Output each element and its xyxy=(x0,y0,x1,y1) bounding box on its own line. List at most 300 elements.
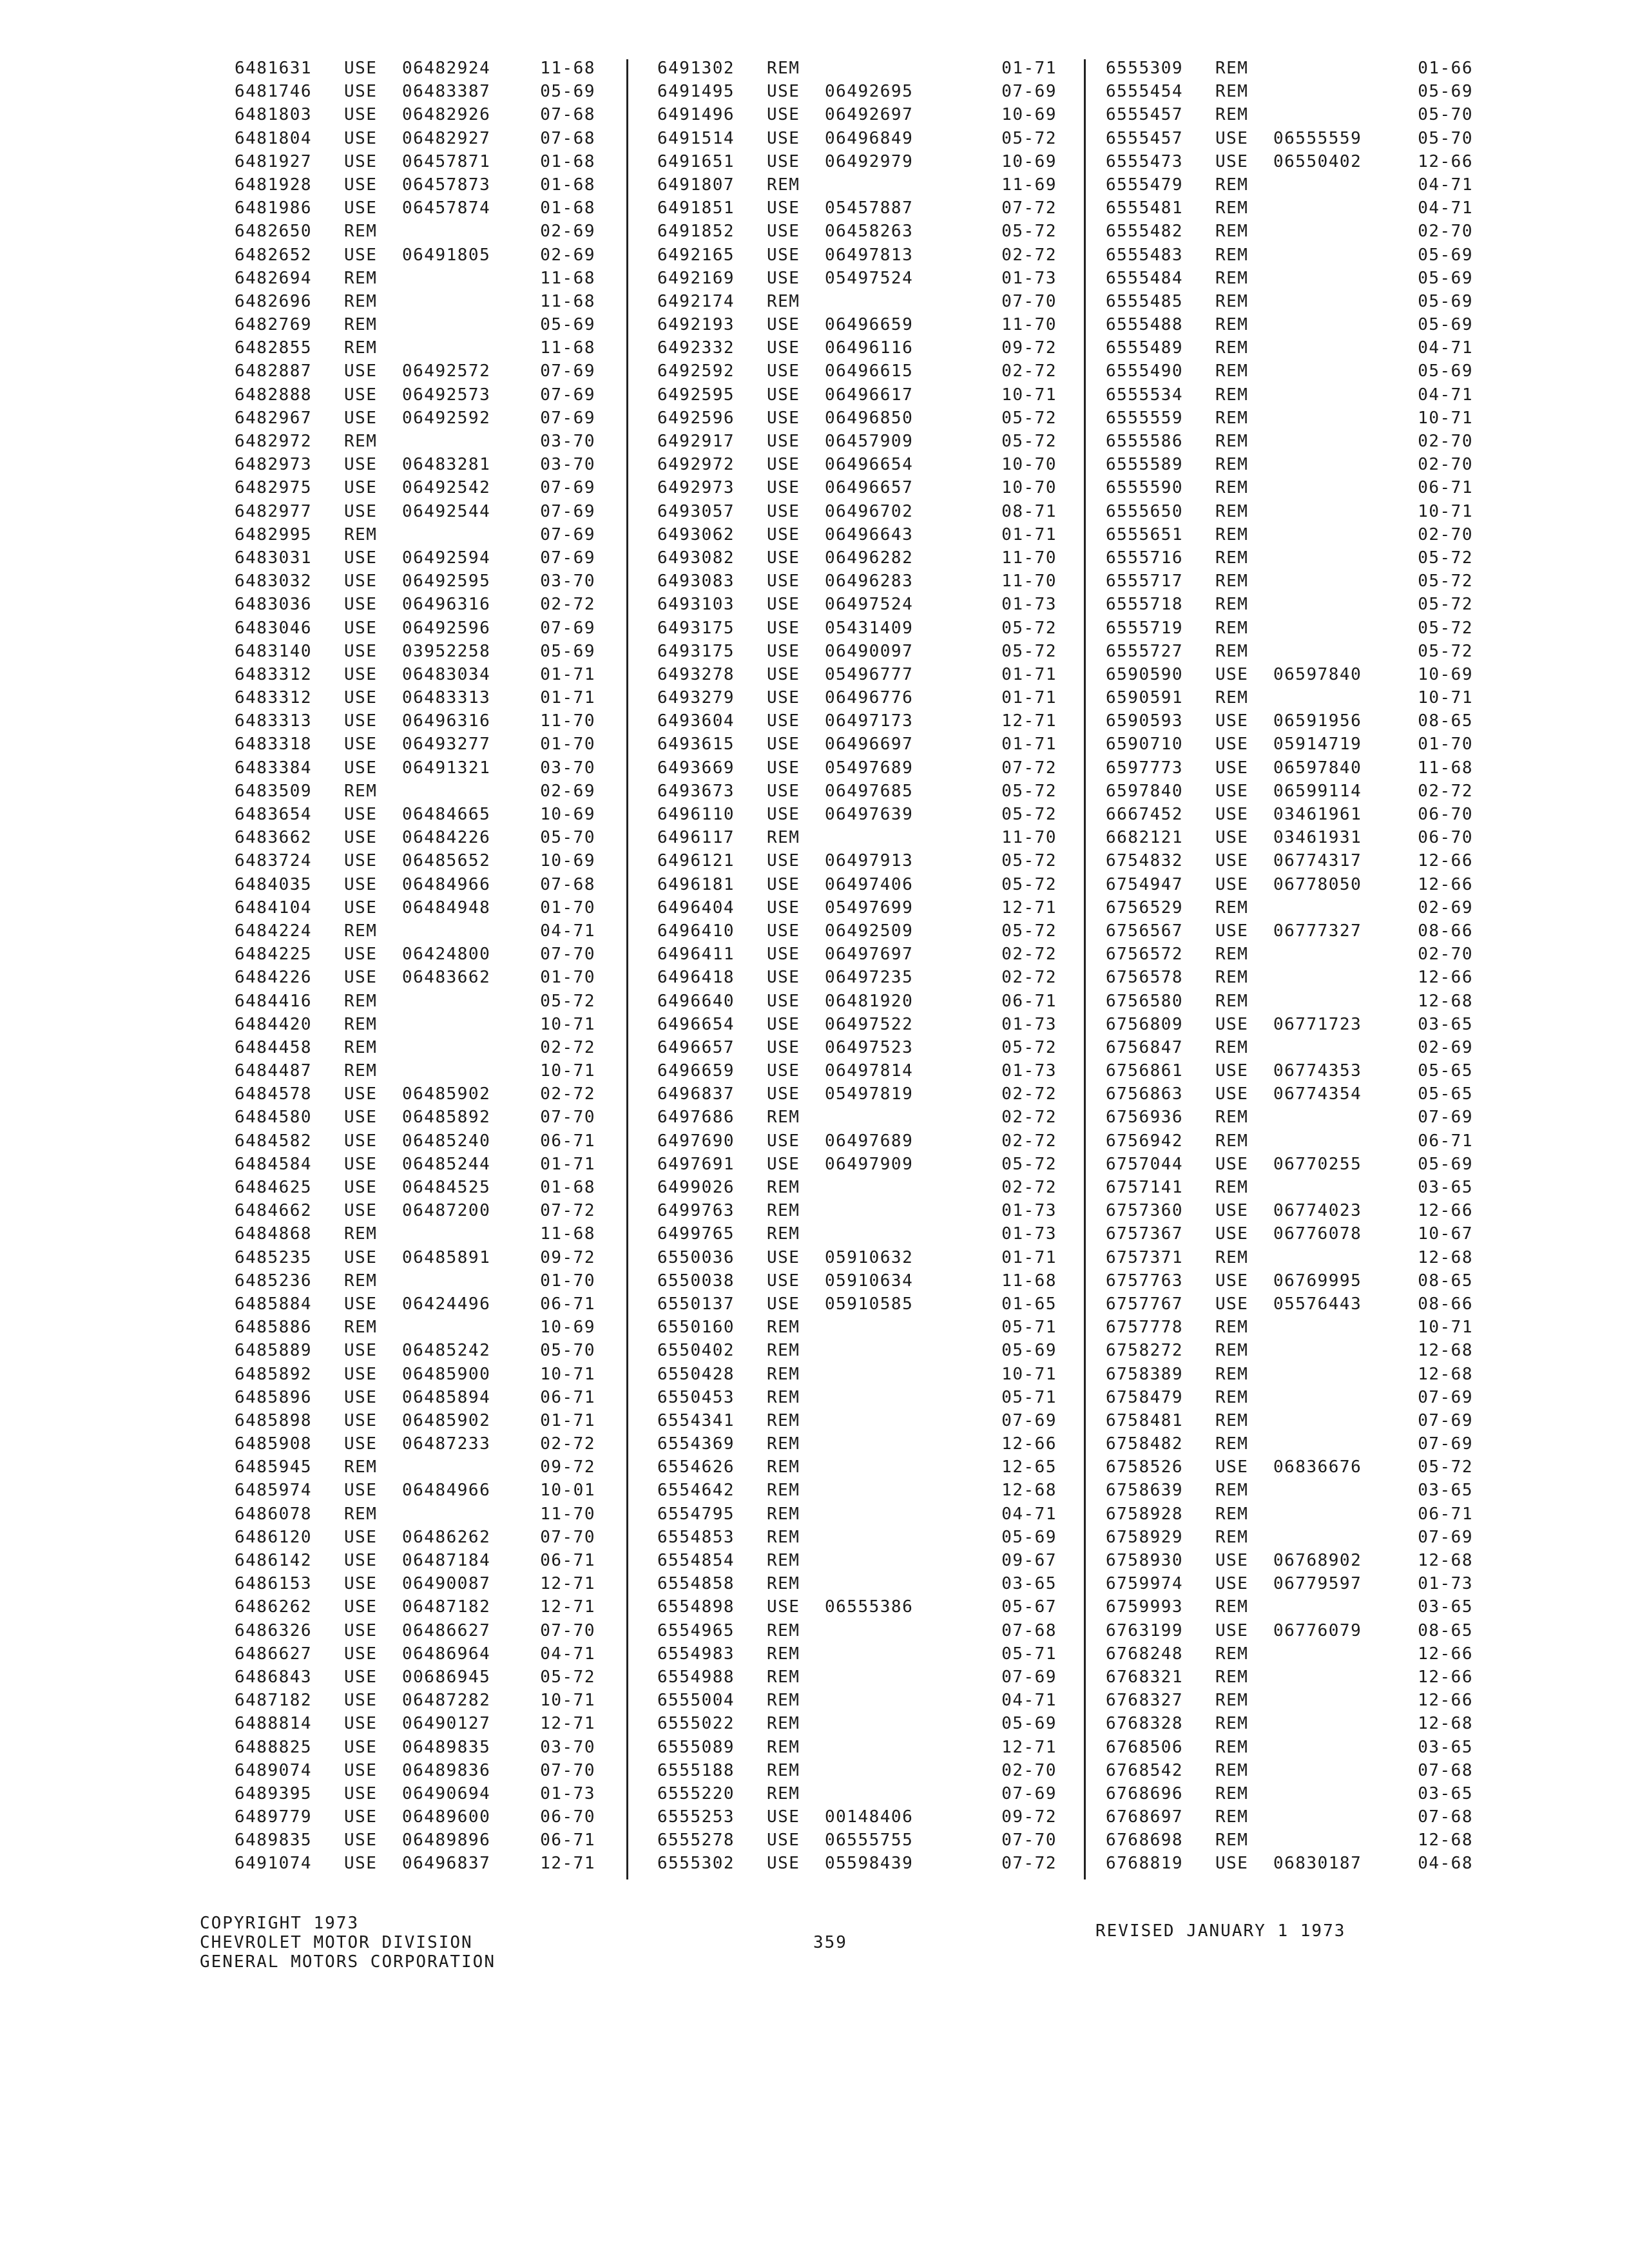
table-row xyxy=(1106,1316,1473,1339)
table-row xyxy=(235,1456,595,1479)
action-code: USE xyxy=(767,1084,800,1104)
replacement-part: 03952258 xyxy=(402,641,491,661)
action-code: REM xyxy=(1215,1341,1249,1361)
table-row xyxy=(235,546,595,570)
table-row xyxy=(235,1595,595,1619)
effective-date: 03-65 xyxy=(1418,1783,1473,1803)
replacement-part xyxy=(825,1456,957,1479)
replacement-part: 06496849 xyxy=(825,128,914,148)
table-row xyxy=(657,1736,1057,1759)
part-number: 6488825 xyxy=(235,1737,313,1757)
replacement-part: 06492509 xyxy=(825,921,914,941)
part-number: 6554853 xyxy=(657,1527,735,1547)
replacement-part: 06457873 xyxy=(402,175,491,195)
effective-date: 05-72 xyxy=(1001,432,1057,451)
table-row xyxy=(1106,663,1473,686)
part-number: 6756809 xyxy=(1106,1014,1184,1034)
effective-date: 10-71 xyxy=(540,1691,595,1711)
replacement-part: 06485902 xyxy=(402,1410,491,1430)
effective-date: 12-66 xyxy=(1418,151,1473,171)
effective-date: 05-71 xyxy=(1001,1387,1057,1407)
part-number: 6489074 xyxy=(235,1760,313,1780)
replacement-part xyxy=(1273,476,1405,499)
table-row xyxy=(1106,1689,1473,1712)
action-code: USE xyxy=(767,222,800,242)
replacement-part xyxy=(402,1503,534,1526)
action-code: USE xyxy=(344,805,378,824)
table-row xyxy=(1106,640,1473,663)
table-row xyxy=(1106,1222,1473,1245)
table-row xyxy=(657,990,1057,1013)
table-row xyxy=(235,313,595,336)
part-number: 6555479 xyxy=(1106,175,1184,195)
replacement-part xyxy=(825,1689,957,1712)
part-number: 6682121 xyxy=(1106,828,1184,848)
effective-date: 05-70 xyxy=(1418,128,1473,148)
part-number: 6483313 xyxy=(235,711,313,731)
action-code: REM xyxy=(344,781,378,801)
effective-date: 12-66 xyxy=(1418,1691,1473,1711)
part-number: 6590593 xyxy=(1106,711,1184,731)
effective-date: 07-69 xyxy=(1418,1527,1473,1547)
effective-date: 06-71 xyxy=(1418,1131,1473,1151)
effective-date: 12-71 xyxy=(540,1574,595,1594)
action-code: REM xyxy=(767,1737,800,1757)
part-number: 6492169 xyxy=(657,268,735,288)
table-row xyxy=(657,919,1057,943)
action-code: REM xyxy=(767,1527,800,1547)
effective-date: 05-70 xyxy=(540,1341,595,1361)
action-code: REM xyxy=(767,828,800,848)
action-code: USE xyxy=(767,361,800,381)
effective-date: 10-71 xyxy=(540,1364,595,1384)
effective-date: 05-69 xyxy=(540,82,595,102)
part-number: 6491852 xyxy=(657,222,735,242)
table-row xyxy=(657,593,1057,616)
action-code: REM xyxy=(767,1224,800,1244)
replacement-part: 06555386 xyxy=(825,1597,914,1617)
action-code: USE xyxy=(767,548,800,568)
replacement-part xyxy=(1273,407,1405,430)
action-code: USE xyxy=(344,664,378,684)
table-row xyxy=(1106,1479,1473,1502)
replacement-part xyxy=(402,313,534,336)
action-code: REM xyxy=(767,1574,800,1594)
part-number: 6493615 xyxy=(657,735,735,754)
action-code: REM xyxy=(1215,1037,1249,1057)
effective-date: 11-68 xyxy=(1001,1271,1057,1291)
table-row xyxy=(1106,1106,1473,1129)
table-row xyxy=(235,826,595,849)
effective-date: 07-69 xyxy=(1418,1410,1473,1430)
effective-date: 05-69 xyxy=(1418,1154,1473,1174)
part-number: 6491807 xyxy=(657,175,735,195)
action-code: USE xyxy=(1215,1224,1249,1244)
table-row xyxy=(235,1339,595,1362)
action-code: REM xyxy=(767,1691,800,1711)
table-row xyxy=(657,313,1057,336)
action-code: REM xyxy=(1215,1783,1249,1803)
part-number: 6483384 xyxy=(235,758,313,778)
replacement-part: 06770255 xyxy=(1273,1154,1362,1174)
effective-date: 10-70 xyxy=(1001,455,1057,475)
action-code: USE xyxy=(344,1481,378,1501)
effective-date: 07-69 xyxy=(1418,1434,1473,1454)
effective-date: 09-72 xyxy=(540,1247,595,1267)
effective-date: 01-70 xyxy=(1418,735,1473,754)
effective-date: 07-72 xyxy=(1001,198,1057,218)
table-row xyxy=(657,1316,1057,1339)
part-number: 6555717 xyxy=(1106,572,1184,591)
action-code: REM xyxy=(767,1667,800,1687)
table-row xyxy=(657,57,1057,80)
table-row xyxy=(657,1269,1057,1293)
replacement-part: 06496316 xyxy=(402,711,491,731)
table-row xyxy=(657,826,1057,849)
table-row xyxy=(1106,1526,1473,1549)
action-code: REM xyxy=(1215,572,1249,591)
action-code: USE xyxy=(767,408,800,428)
part-number: 6493057 xyxy=(657,501,735,521)
table-row xyxy=(657,1409,1057,1432)
action-code: USE xyxy=(344,758,378,778)
part-number: 6768819 xyxy=(1106,1854,1184,1874)
effective-date: 02-72 xyxy=(1001,968,1057,988)
table-row xyxy=(235,849,595,872)
effective-date: 12-71 xyxy=(540,1597,595,1617)
action-code: USE xyxy=(767,82,800,102)
part-number: 6758482 xyxy=(1106,1434,1184,1454)
replacement-part: 06486964 xyxy=(402,1644,491,1664)
replacement-part: 06836676 xyxy=(1273,1457,1362,1477)
action-code: REM xyxy=(1215,1318,1249,1338)
part-number: 6555022 xyxy=(657,1714,735,1734)
table-row xyxy=(657,1526,1057,1549)
action-code: USE xyxy=(1215,1014,1249,1034)
action-code: USE xyxy=(767,501,800,521)
replacement-part xyxy=(1273,1666,1405,1689)
effective-date: 01-71 xyxy=(1001,524,1057,544)
table-row xyxy=(235,1666,595,1689)
effective-date: 07-70 xyxy=(540,1760,595,1780)
part-number: 6493278 xyxy=(657,664,735,684)
effective-date: 06-71 xyxy=(540,1131,595,1151)
effective-date: 02-69 xyxy=(540,222,595,242)
effective-date: 11-70 xyxy=(540,1504,595,1524)
action-code: USE xyxy=(344,945,378,965)
replacement-part xyxy=(825,1526,957,1549)
part-number: 6758481 xyxy=(1106,1410,1184,1430)
part-number: 6487182 xyxy=(235,1691,313,1711)
table-row xyxy=(1106,336,1473,360)
part-number: 6554795 xyxy=(657,1504,735,1524)
action-code: USE xyxy=(767,245,800,265)
part-number: 6489779 xyxy=(235,1807,313,1827)
replacement-part: 05496777 xyxy=(825,664,914,684)
table-row xyxy=(235,943,595,966)
replacement-part: 06485902 xyxy=(402,1084,491,1104)
effective-date: 07-70 xyxy=(540,945,595,965)
replacement-part: 06496316 xyxy=(402,595,491,615)
part-number: 6499763 xyxy=(657,1201,735,1221)
replacement-part xyxy=(825,1572,957,1595)
replacement-part: 06497524 xyxy=(825,595,914,615)
action-code: REM xyxy=(767,1387,800,1407)
action-code: REM xyxy=(1215,222,1249,242)
action-code: USE xyxy=(344,572,378,591)
effective-date: 01-71 xyxy=(540,1410,595,1430)
table-row xyxy=(1106,267,1473,290)
action-code: USE xyxy=(1215,1574,1249,1594)
effective-date: 03-65 xyxy=(1418,1481,1473,1501)
replacement-part xyxy=(825,1432,957,1456)
table-row xyxy=(1106,1013,1473,1036)
replacement-part xyxy=(1273,220,1405,243)
replacement-part: 06486627 xyxy=(402,1620,491,1640)
part-number: 6483140 xyxy=(235,641,313,661)
table-row xyxy=(1106,313,1473,336)
table-row xyxy=(657,1339,1057,1362)
replacement-part: 06599114 xyxy=(1273,781,1362,801)
part-number: 6496121 xyxy=(657,851,735,871)
replacement-part: 06497523 xyxy=(825,1037,914,1057)
action-code: REM xyxy=(1215,968,1249,988)
replacement-part: 06769995 xyxy=(1273,1271,1362,1291)
replacement-part: 06496837 xyxy=(402,1854,491,1874)
replacement-part xyxy=(1273,1595,1405,1619)
action-code: USE xyxy=(767,455,800,475)
replacement-part: 05497819 xyxy=(825,1084,914,1104)
replacement-part: 05914719 xyxy=(1273,735,1362,754)
replacement-part xyxy=(825,1619,957,1642)
part-number: 6486078 xyxy=(235,1504,313,1524)
effective-date: 12-68 xyxy=(1418,1341,1473,1361)
effective-date: 01-73 xyxy=(540,1783,595,1803)
replacement-part: 06481920 xyxy=(825,991,914,1011)
part-number: 6554898 xyxy=(657,1597,735,1617)
effective-date: 11-68 xyxy=(540,291,595,311)
part-number: 6492332 xyxy=(657,338,735,358)
table-row xyxy=(235,1013,595,1036)
table-row xyxy=(657,1852,1057,1875)
action-code: USE xyxy=(1215,781,1249,801)
revised-date: REVISED JANUARY 1 1973 xyxy=(1095,1921,1346,1941)
part-number: 6496418 xyxy=(657,968,735,988)
effective-date: 07-69 xyxy=(540,548,595,568)
action-code: REM xyxy=(1215,1807,1249,1827)
effective-date: 11-70 xyxy=(1001,548,1057,568)
action-code: REM xyxy=(1215,1831,1249,1850)
effective-date: 03-65 xyxy=(1418,1178,1473,1197)
effective-date: 05-72 xyxy=(540,1667,595,1687)
action-code: USE xyxy=(344,1667,378,1687)
action-code: USE xyxy=(344,711,378,731)
part-number: 6492973 xyxy=(657,478,735,498)
replacement-part: 06496776 xyxy=(825,688,914,708)
action-code: USE xyxy=(1215,758,1249,778)
table-row xyxy=(657,476,1057,499)
effective-date: 05-72 xyxy=(1001,851,1057,871)
table-row xyxy=(235,1222,595,1245)
part-number: 6756936 xyxy=(1106,1108,1184,1128)
effective-date: 01-71 xyxy=(1001,735,1057,754)
effective-date: 02-72 xyxy=(540,1434,595,1454)
replacement-part xyxy=(1273,500,1405,523)
action-code: REM xyxy=(344,1457,378,1477)
table-row xyxy=(657,80,1057,103)
action-code: REM xyxy=(1215,1434,1249,1454)
replacement-part xyxy=(1273,523,1405,546)
action-code: USE xyxy=(344,688,378,708)
part-number: 6496181 xyxy=(657,874,735,894)
effective-date: 01-73 xyxy=(1418,1574,1473,1594)
part-number: 6496110 xyxy=(657,805,735,824)
part-number: 6550036 xyxy=(657,1247,735,1267)
part-number: 6492917 xyxy=(657,432,735,451)
table-row xyxy=(235,220,595,243)
copyright-line: GENERAL MOTORS CORPORATION xyxy=(200,1952,496,1972)
action-code: USE xyxy=(767,781,800,801)
part-number: 6757367 xyxy=(1106,1224,1184,1244)
part-number: 6555650 xyxy=(1106,501,1184,521)
replacement-part: 06493277 xyxy=(402,735,491,754)
replacement-part xyxy=(1273,1479,1405,1502)
effective-date: 01-71 xyxy=(540,1154,595,1174)
table-row xyxy=(235,919,595,943)
replacement-part: 06496283 xyxy=(825,572,914,591)
table-row xyxy=(1106,780,1473,803)
replacement-part xyxy=(402,1269,534,1293)
replacement-part xyxy=(1273,617,1405,640)
part-number: 6481804 xyxy=(235,128,313,148)
effective-date: 05-72 xyxy=(1001,408,1057,428)
replacement-part: 06774317 xyxy=(1273,851,1362,871)
replacement-part: 06489600 xyxy=(402,1807,491,1827)
replacement-part xyxy=(825,1386,957,1409)
table-row xyxy=(657,1059,1057,1082)
replacement-part xyxy=(1273,453,1405,476)
effective-date: 05-70 xyxy=(540,828,595,848)
effective-date: 05-72 xyxy=(1418,1457,1473,1477)
table-row xyxy=(657,640,1057,663)
table-row xyxy=(1106,1082,1473,1106)
effective-date: 05-72 xyxy=(1001,222,1057,242)
table-row xyxy=(657,407,1057,430)
replacement-part: 06492695 xyxy=(825,82,914,102)
effective-date: 05-69 xyxy=(1418,268,1473,288)
part-number: 6497686 xyxy=(657,1108,735,1128)
effective-date: 10-69 xyxy=(1001,151,1057,171)
effective-date: 08-66 xyxy=(1418,1294,1473,1314)
table-row xyxy=(657,1176,1057,1199)
action-code: USE xyxy=(767,1247,800,1267)
effective-date: 03-70 xyxy=(540,758,595,778)
parts-column-3 xyxy=(1106,57,1473,1876)
replacement-part xyxy=(1273,546,1405,570)
part-number: 6485945 xyxy=(235,1457,313,1477)
part-number: 6486262 xyxy=(235,1597,313,1617)
part-number: 6554854 xyxy=(657,1551,735,1570)
part-number: 6555302 xyxy=(657,1854,735,1874)
action-code: REM xyxy=(344,1504,378,1524)
action-code: USE xyxy=(344,478,378,498)
table-row xyxy=(657,523,1057,546)
part-number: 6482973 xyxy=(235,455,313,475)
action-code: USE xyxy=(344,1108,378,1128)
replacement-part xyxy=(825,1759,957,1782)
table-row xyxy=(1106,849,1473,872)
replacement-part xyxy=(1273,244,1405,267)
replacement-part: 06489836 xyxy=(402,1760,491,1780)
part-number: 6768321 xyxy=(1106,1667,1184,1687)
part-number: 6763199 xyxy=(1106,1620,1184,1640)
effective-date: 05-72 xyxy=(1418,572,1473,591)
table-row xyxy=(657,336,1057,360)
action-code: REM xyxy=(1215,478,1249,498)
action-code: REM xyxy=(344,921,378,941)
effective-date: 01-71 xyxy=(540,664,595,684)
table-row xyxy=(235,1619,595,1642)
part-number: 6482888 xyxy=(235,385,313,405)
replacement-part xyxy=(825,1549,957,1572)
effective-date: 08-65 xyxy=(1418,1271,1473,1291)
part-number: 6492165 xyxy=(657,245,735,265)
part-number: 6590590 xyxy=(1106,664,1184,684)
table-row xyxy=(1106,1549,1473,1572)
replacement-part: 06485894 xyxy=(402,1387,491,1407)
replacement-part xyxy=(1273,267,1405,290)
table-row xyxy=(1106,896,1473,919)
action-code: USE xyxy=(344,245,378,265)
effective-date: 05-69 xyxy=(1001,1341,1057,1361)
table-row xyxy=(657,1082,1057,1106)
column-divider-1 xyxy=(626,59,628,1879)
action-code: USE xyxy=(344,59,378,78)
effective-date: 01-65 xyxy=(1001,1294,1057,1314)
replacement-part: 03461961 xyxy=(1273,805,1362,824)
table-row xyxy=(1106,407,1473,430)
part-number: 6555483 xyxy=(1106,245,1184,265)
replacement-part: 06597840 xyxy=(1273,758,1362,778)
replacement-part: 06496697 xyxy=(825,735,914,754)
effective-date: 05-69 xyxy=(540,641,595,661)
effective-date: 11-70 xyxy=(1001,572,1057,591)
table-row xyxy=(235,1642,595,1666)
part-number: 6484487 xyxy=(235,1061,313,1081)
replacement-part xyxy=(402,1059,534,1082)
table-row xyxy=(657,1549,1057,1572)
replacement-part: 06483281 xyxy=(402,455,491,475)
table-row xyxy=(657,1503,1057,1526)
effective-date: 07-69 xyxy=(540,524,595,544)
replacement-part xyxy=(1273,570,1405,593)
part-number: 6555485 xyxy=(1106,291,1184,311)
table-row xyxy=(657,686,1057,709)
replacement-part: 06492592 xyxy=(402,408,491,428)
replacement-part: 06484948 xyxy=(402,898,491,918)
part-number: 6555716 xyxy=(1106,548,1184,568)
replacement-part xyxy=(402,1222,534,1245)
action-code: REM xyxy=(344,1224,378,1244)
table-row xyxy=(657,570,1057,593)
replacement-part xyxy=(825,1316,957,1339)
effective-date: 05-72 xyxy=(1001,781,1057,801)
table-row xyxy=(1106,1363,1473,1386)
action-code: USE xyxy=(767,268,800,288)
column-divider-2 xyxy=(1084,59,1086,1879)
action-code: REM xyxy=(1215,1131,1249,1151)
replacement-part: 06458263 xyxy=(825,222,914,242)
